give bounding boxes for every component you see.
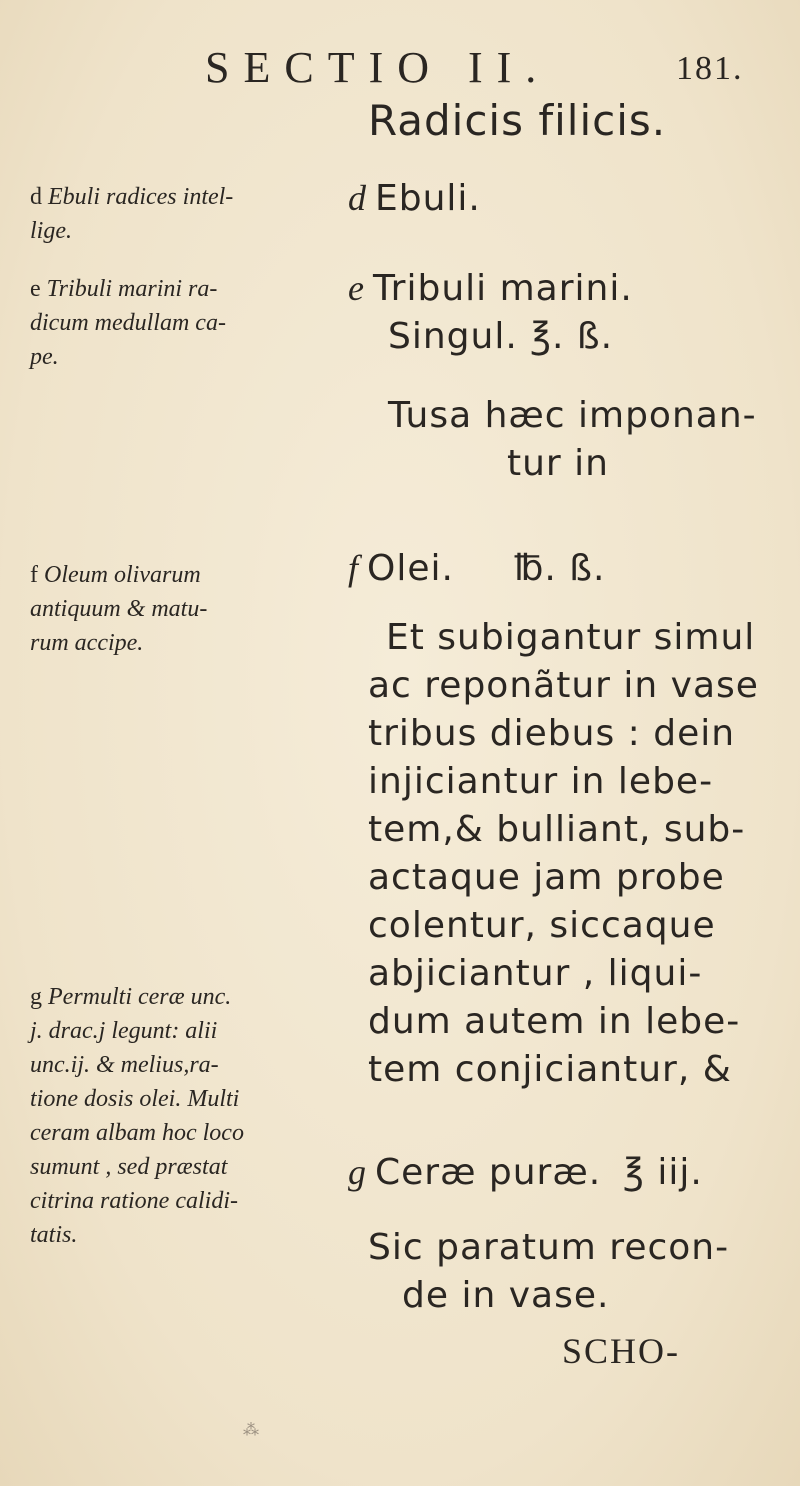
note-letter: d	[30, 184, 42, 210]
main-block-2	[348, 614, 768, 1094]
note-g	[30, 980, 350, 1252]
note-line: Tribuli marini ra-	[46, 276, 218, 302]
ornament-mark: ⁂	[243, 1422, 259, 1439]
note-line: pe.	[30, 344, 59, 370]
note-letter: f	[30, 562, 38, 588]
text-line: tem conjiciantur, &	[368, 1049, 732, 1090]
note-letter: e	[30, 276, 41, 302]
note-line: tione dosis olei. Multi	[30, 1086, 240, 1112]
main-item-g	[348, 1148, 768, 1197]
item-dose: ℔. ß.	[513, 548, 606, 589]
main-block-3	[348, 1224, 768, 1320]
note-d	[30, 180, 350, 248]
note-line: sumunt , sed præstat	[30, 1154, 228, 1180]
note-line: Ebuli radices intel-	[48, 184, 234, 210]
text-line: tribus diebus : dein	[368, 713, 736, 754]
text-line: Tusa hæc imponan-	[388, 395, 757, 436]
item-text: Ebuli.	[375, 178, 481, 219]
note-line: tatis.	[30, 1222, 78, 1248]
main-item-d	[348, 174, 768, 223]
item-letter: g	[348, 1152, 367, 1192]
main-item-f	[348, 544, 768, 593]
note-f	[30, 558, 350, 660]
item-letter: f	[348, 548, 360, 588]
item-text: Ceræ puræ.	[375, 1152, 602, 1193]
item-text: Olei.	[367, 548, 454, 589]
item-letter: d	[348, 178, 367, 218]
page-number: 181.	[676, 50, 744, 87]
note-line: dicum medullam ca-	[30, 310, 226, 336]
note-letter: g	[30, 984, 42, 1010]
note-line: j. drac.j legunt: alii	[30, 1018, 218, 1044]
note-line: lige.	[30, 218, 72, 244]
note-line: ceram albam hoc loco	[30, 1120, 244, 1146]
text-line: injiciantur in lebe-	[368, 761, 714, 802]
note-line: antiquum & matu-	[30, 596, 208, 622]
text-line: ac reponãtur in vase	[368, 665, 759, 706]
note-line: unc.ij. & melius,ra-	[30, 1052, 219, 1078]
note-line: Oleum olivarum	[44, 562, 201, 588]
text-line: Sic paratum recon-	[368, 1227, 730, 1268]
item-text: Tribuli marini.	[372, 268, 633, 309]
text-line: tur in	[507, 443, 609, 484]
running-head: SECTIO II.	[205, 43, 551, 92]
text-line: Et subigantur simul	[386, 617, 756, 658]
text-line: tem,& bulliant, sub-	[368, 809, 746, 850]
note-line: Permulti ceræ unc.	[48, 984, 232, 1010]
text-line: abjiciantur , liqui-	[368, 953, 703, 994]
item-dose: Singul. ℥. ß.	[388, 316, 614, 357]
text-line: colentur, siccaque	[368, 905, 716, 946]
main-item-e	[348, 264, 768, 361]
text-line: actaque jam probe	[368, 857, 725, 898]
note-e	[30, 272, 350, 374]
catchword: SCHO-	[562, 1331, 681, 1371]
section-title: Radicis filicis.	[368, 96, 667, 145]
text-line: dum autem in lebe-	[368, 1001, 741, 1042]
item-dose: ℥ iij.	[623, 1152, 703, 1193]
note-line: rum accipe.	[30, 630, 144, 656]
main-block-1	[348, 392, 768, 488]
item-letter: e	[348, 268, 365, 308]
text-line: de in vase.	[402, 1275, 610, 1316]
note-line: citrina ratione calidi-	[30, 1188, 238, 1214]
